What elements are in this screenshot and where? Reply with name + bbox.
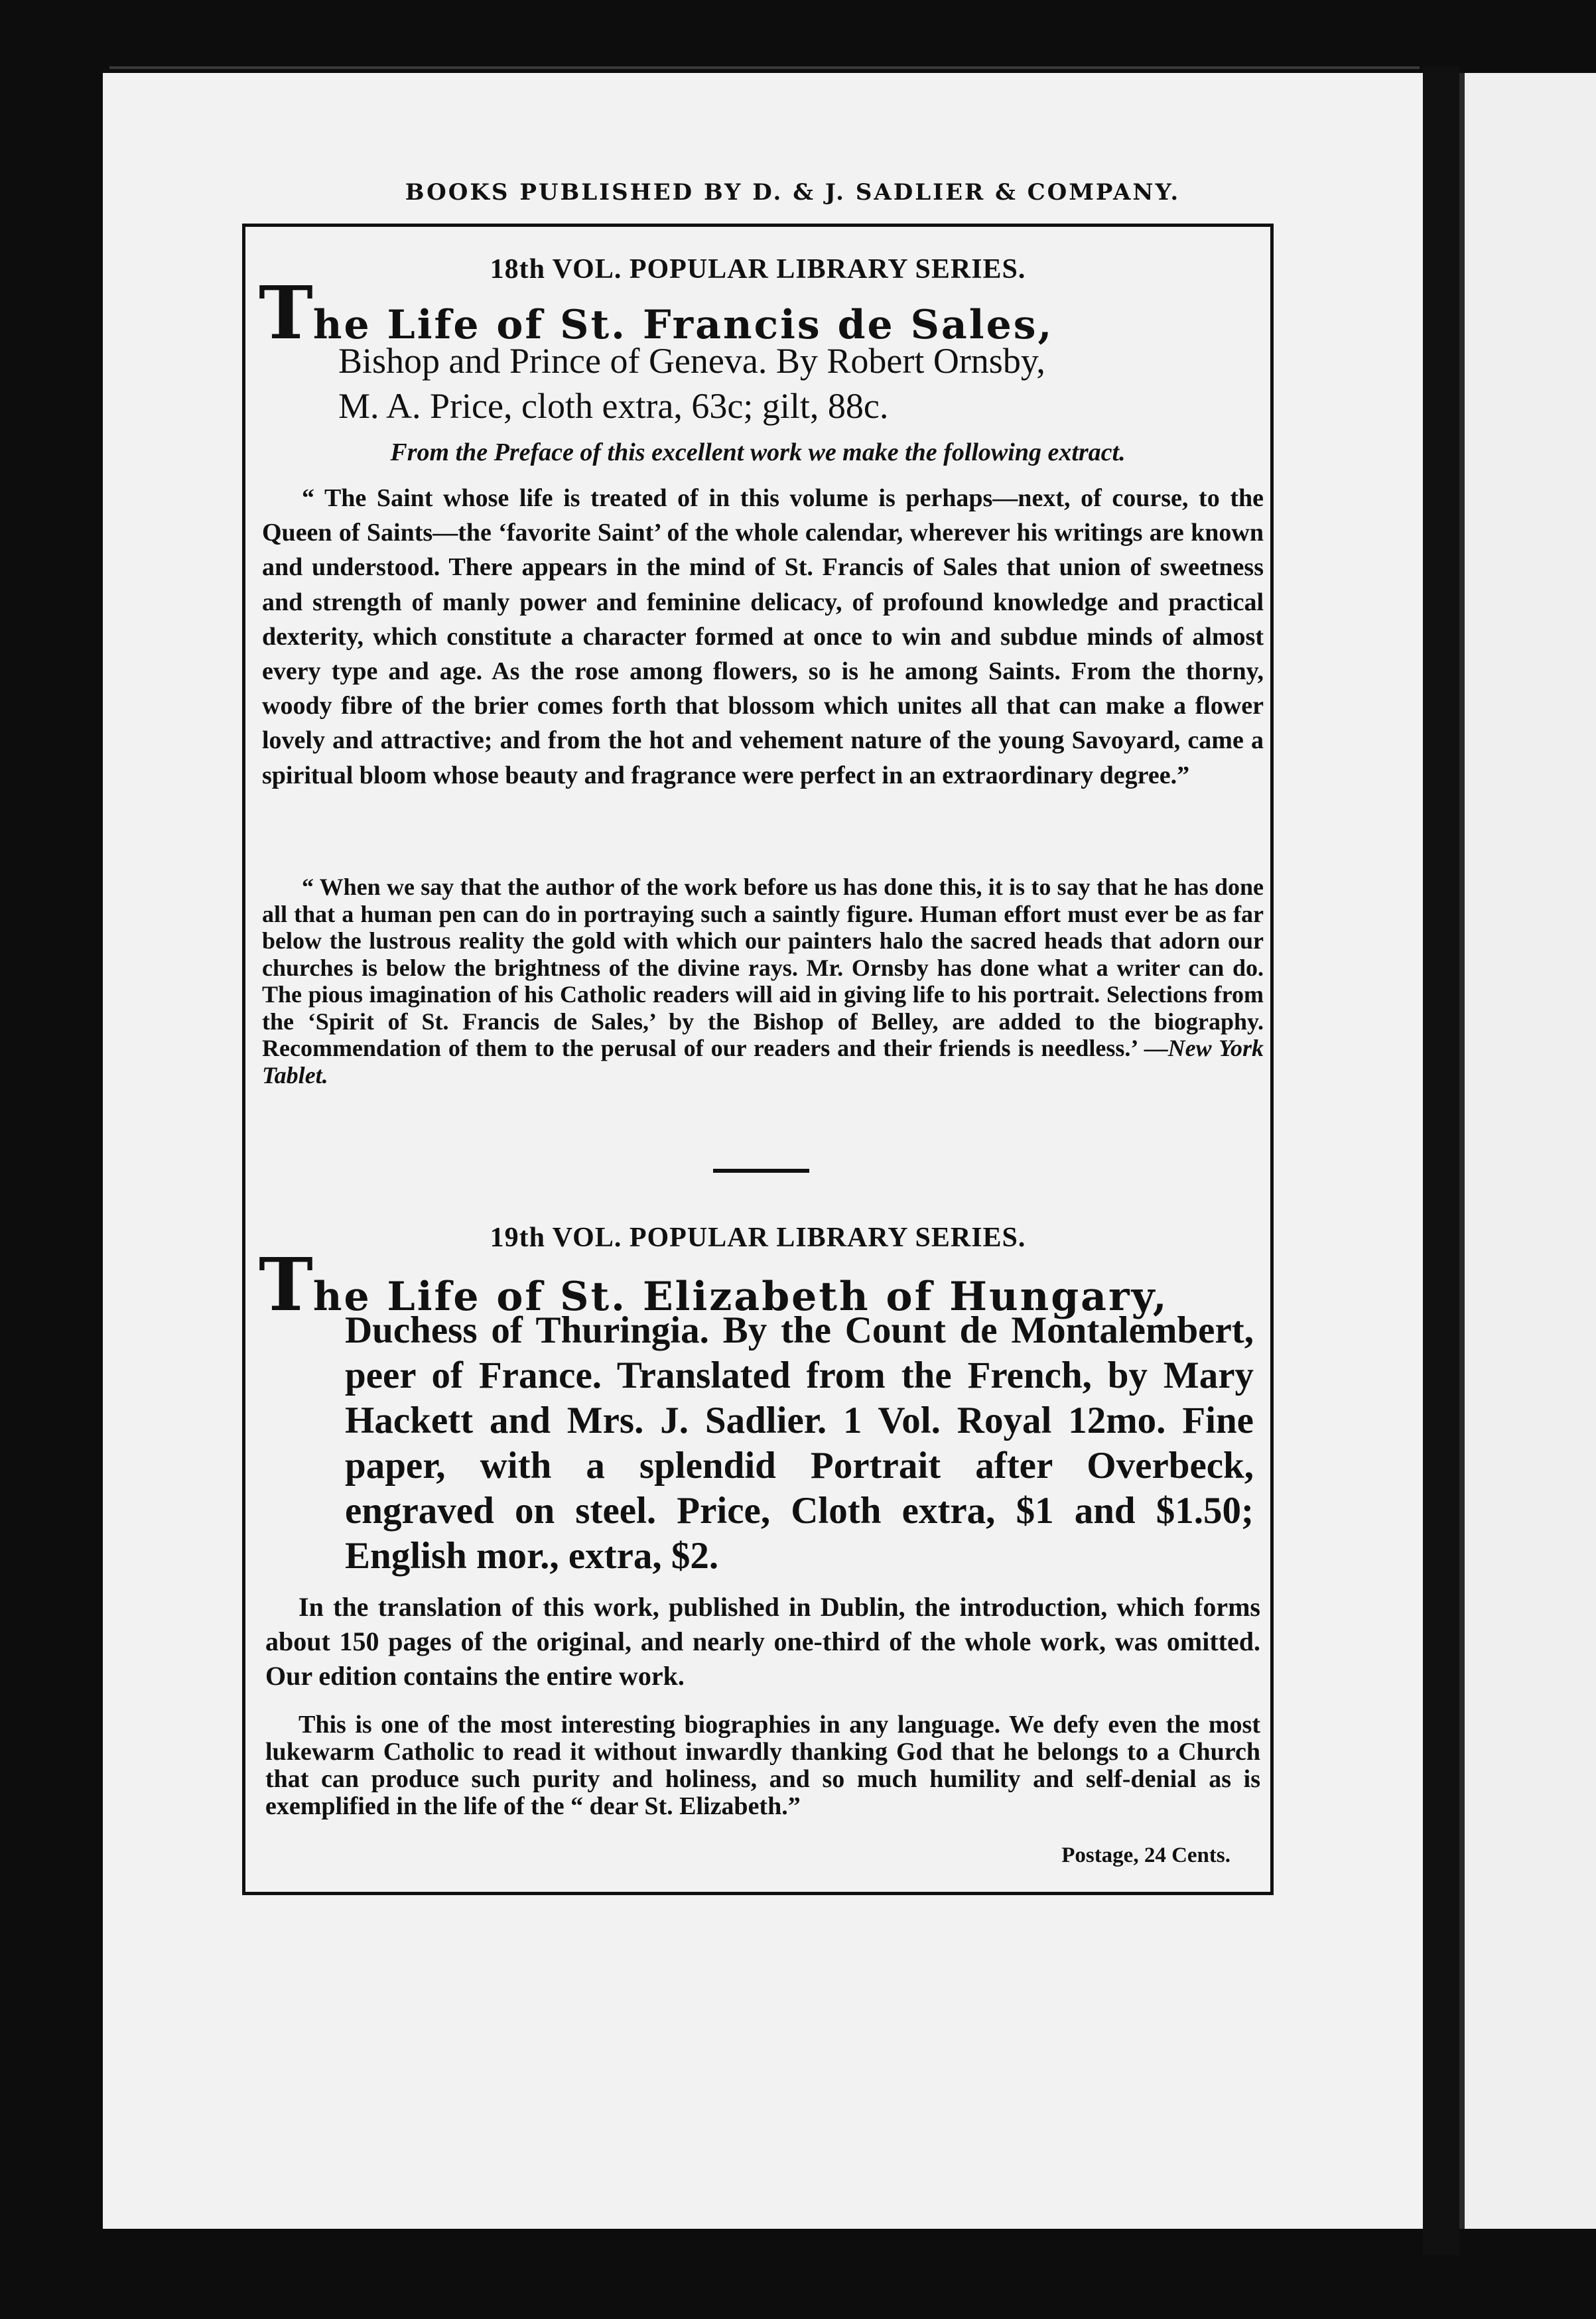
running-header: BOOKS PUBLISHED BY D. & J. SADLIER & COMPANY. bbox=[405, 179, 1181, 206]
book1-review-source: New York Tablet. bbox=[262, 1035, 1264, 1089]
book1-title-initial: T bbox=[259, 270, 313, 356]
facing-page-rule bbox=[1459, 73, 1465, 2229]
book1-series: 18th VOL. POPULAR LIBRARY SERIES. bbox=[490, 254, 1026, 285]
book1-preface-note: From the Preface of this excellent work we make the following extract. bbox=[390, 438, 1126, 466]
book2-praise: This is one of the most interesting biographies in any language. We defy even the most lukewarm Catholic to read it without inwardly thanking God that he belongs to a Church that can produce such purity and holiness, and so much humility and self-denial as is exemplified in the life of the “ dear St. Elizabeth.” bbox=[265, 1711, 1260, 1820]
book2-series: 19th VOL. POPULAR LIBRARY SERIES. bbox=[490, 1223, 1026, 1253]
book2-title-initial: T bbox=[259, 1242, 313, 1327]
section-divider bbox=[713, 1169, 809, 1173]
book1-review-text: “ When we say that the author of the work before us has done this, it is to say that he has done all that a human pen can do in portraying such a saintly figure. Human effort must ever be as far below the lustrous reality the gold with which our painters halo the sacred heads that adorn our churches is below the brightness of the divine rays. Mr. Ornsby has done what a writer can do. The pious imagination of his Catholic readers will aid in giving life to his portrait. Selections from the ‘Spirit of St. Francis de Sales,’ by the Bishop of Belley, are added to the biography. Recommendation of them to the perusal of our readers and their friends is needless.’ — bbox=[262, 874, 1264, 1061]
book2-title-text: he Life of St. Elizabeth of Hungary, bbox=[312, 1274, 1169, 1320]
facing-page-edge bbox=[1459, 73, 1596, 2229]
book1-title-text: he Life of St. Francis de Sales, bbox=[312, 302, 1054, 348]
book2-note: In the translation of this work, published in Dublin, the introduction, which forms about 150 pages of the original, and nearly one-third of the whole work, was omitted. Our edition contains the entire work. bbox=[265, 1592, 1260, 1691]
book1-subtitle: Bishop and Prince of Geneva. By Robert Ornsby, M. A. Price, cloth extra, 63c; gilt, 88c. bbox=[338, 341, 1045, 426]
book2-subtitle: Duchess of Thuringia. By the Count de Montalembert, peer of France. Translated from the French, by Mary Hackett and Mrs. J. Sadlier. 1 Vol. Royal 12mo. Fine paper, with a splendid Portrait after Overbeck, engraved on steel. Price, Cloth extra, $1 and $1.50; English mor., extra, $2. bbox=[345, 1309, 1254, 1577]
binding-gutter bbox=[1423, 66, 1459, 2255]
book1-extract: “ The Saint whose life is treated of in this volume is perhaps—next, of course, to the Queen of Saints—the ‘favorite Saint’ of the whole calendar, wherever his writings are known and understood. There appears in the mind of St. Francis of Sales that union of sweetness and strength of manly power and feminine delicacy, of profound knowledge and practical dexterity, which constitute a character formed at once to win and subdue minds of almost every type and age. As the rose among flowers, so is he among Saints. From the thorny, woody fibre of the brier comes forth that blossom which unites all that can make a flower lovely and attractive; and from the hot and vehement nature of the young Savoyard, came a spiritual bloom whose beauty and fragrance were perfect in an extraordinary degree.” bbox=[262, 484, 1264, 789]
top-edge-rule bbox=[109, 66, 1420, 69]
postage-note: Postage, 24 Cents. bbox=[1061, 1843, 1230, 1867]
book1-review bbox=[262, 874, 1264, 1089]
advertisement-box bbox=[242, 224, 1274, 1895]
